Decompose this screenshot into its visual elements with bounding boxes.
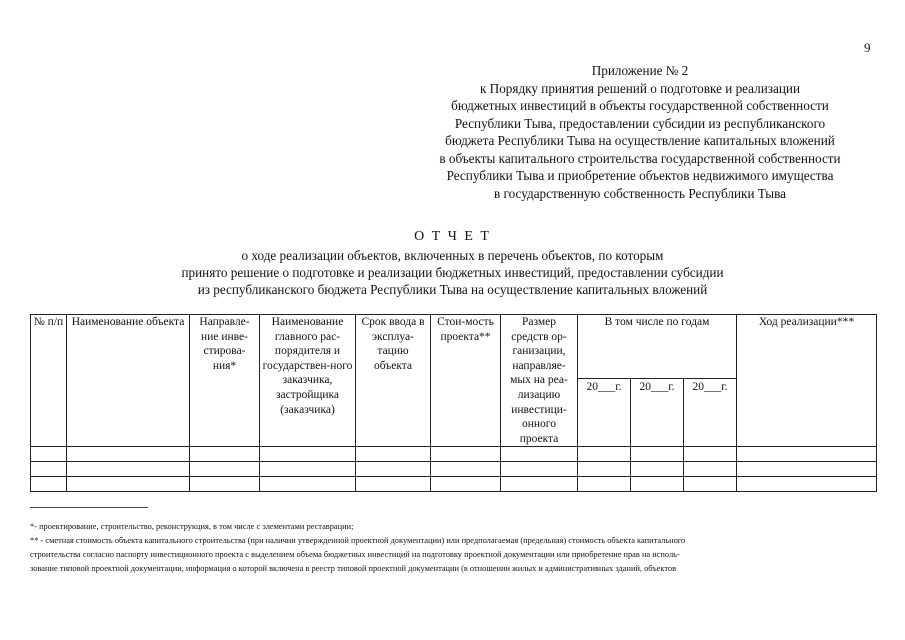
header-object-name: Наименование объекта	[67, 315, 190, 447]
page-number: 9	[864, 40, 871, 55]
table-cell[interactable]	[578, 447, 631, 462]
header-project-cost: Стои-мость проекта**	[431, 315, 501, 447]
table-row	[31, 477, 877, 492]
header-progress: Ход реализации***	[737, 315, 877, 447]
report-title: О Т Ч Е Т	[414, 229, 491, 244]
table-cell[interactable]	[260, 462, 356, 477]
table-cell[interactable]	[431, 447, 501, 462]
table-cell[interactable]	[190, 447, 260, 462]
footnote-line: зование типовой проектной документации, информация о которой включена в реестр типовой проектной документации (в отношении жилых и административных зданий, объектов	[30, 564, 677, 573]
table-cell[interactable]	[578, 477, 631, 492]
table-cell[interactable]	[431, 462, 501, 477]
table-cell[interactable]	[31, 462, 67, 477]
table-cell[interactable]	[356, 477, 431, 492]
header-chief-administrator: Наименование главного рас-порядителя и государствен-ного заказчика, застройщика (заказчика)	[260, 315, 356, 447]
table-cell[interactable]	[501, 462, 578, 477]
footnote-line: строительства согласно паспорту инвестиционного проекта с выделением объема бюджетных инвестиций на подготовку проектной документации или приобретение прав на исполь-	[30, 550, 680, 559]
table-cell[interactable]	[356, 462, 431, 477]
table-row	[31, 462, 877, 477]
table-cell[interactable]	[578, 462, 631, 477]
table-cell[interactable]	[631, 477, 684, 492]
appendix-header	[380, 62, 900, 202]
table-row	[31, 447, 877, 462]
table-cell[interactable]	[631, 447, 684, 462]
header-organization-funds: Размер средств ор-ганизации, направляе-мых на реа-лизацию инвестици-онного проекта	[501, 315, 578, 447]
table-cell[interactable]	[431, 477, 501, 492]
appendix-line: в объекты капитального строительства государственной собственности	[439, 150, 841, 166]
report-subtitle-line: из республиканского бюджета Республики Тыва на осуществление капитальных вложений	[197, 282, 708, 297]
table-cell[interactable]	[260, 447, 356, 462]
appendix-line: к Порядку принятия решений о подготовке и реализации	[479, 80, 801, 96]
appendix-line: бюджета Республики Тыва на осуществление капитальных вложений	[445, 133, 835, 148]
table-cell[interactable]	[190, 462, 260, 477]
appendix-line: Республики Тыва, предоставлении субсидии из республиканского	[454, 115, 826, 131]
header-year-1: 20___г.	[578, 379, 631, 447]
appendix-line: в государственную собственность Республики Тыва	[494, 185, 786, 201]
table-cell[interactable]	[737, 462, 877, 477]
table-cell[interactable]	[737, 477, 877, 492]
footnote-line: *- проектирование, строительство, реконструкция, в том числе с элементами реставрации;	[30, 522, 354, 531]
table-cell[interactable]	[31, 477, 67, 492]
appendix-line: бюджетных инвестиций в объекты государственной собственности	[451, 98, 829, 113]
report-subtitle-line: о ходе реализации объектов, включенных в перечень объектов, по которым	[241, 248, 664, 263]
header-year-3: 20___г.	[684, 379, 737, 447]
table-cell[interactable]	[737, 447, 877, 462]
table-cell[interactable]	[631, 462, 684, 477]
appendix-line: Приложение № 2	[591, 63, 689, 78]
table-cell[interactable]	[684, 462, 737, 477]
report-subtitle-line: принято решение о подготовке и реализации бюджетных инвестиций, предоставлении субсидии	[181, 265, 724, 280]
table-cell[interactable]	[190, 477, 260, 492]
footnote-divider	[30, 507, 148, 508]
table-cell[interactable]	[67, 447, 190, 462]
header-years-group: В том числе по годам	[578, 315, 737, 379]
appendix-line: Республики Тыва и приобретение объектов недвижимого имущества	[446, 168, 834, 183]
table-cell[interactable]	[684, 447, 737, 462]
footnote-line: ** - сметная стоимость объекта капитального строительства (при наличии утвержденной проектной документации) или предполагаемая (предельная) стоимость объекта капитального	[30, 536, 686, 545]
report-subtitle	[0, 247, 905, 298]
footnotes	[30, 520, 876, 576]
table-cell[interactable]	[67, 477, 190, 492]
header-number: № п/п	[31, 315, 67, 447]
table-cell[interactable]	[67, 462, 190, 477]
table-cell[interactable]	[501, 447, 578, 462]
table-cell[interactable]	[356, 447, 431, 462]
table-cell[interactable]	[684, 477, 737, 492]
header-year-2: 20___г.	[631, 379, 684, 447]
report-table	[30, 314, 877, 492]
table-cell[interactable]	[31, 447, 67, 462]
table-cell[interactable]	[501, 477, 578, 492]
header-commissioning-term: Срок ввода в эксплуа-тацию объекта	[356, 315, 431, 447]
table-cell[interactable]	[260, 477, 356, 492]
header-investment-direction: Направле-ние инве-стирова-ния*	[190, 315, 260, 447]
